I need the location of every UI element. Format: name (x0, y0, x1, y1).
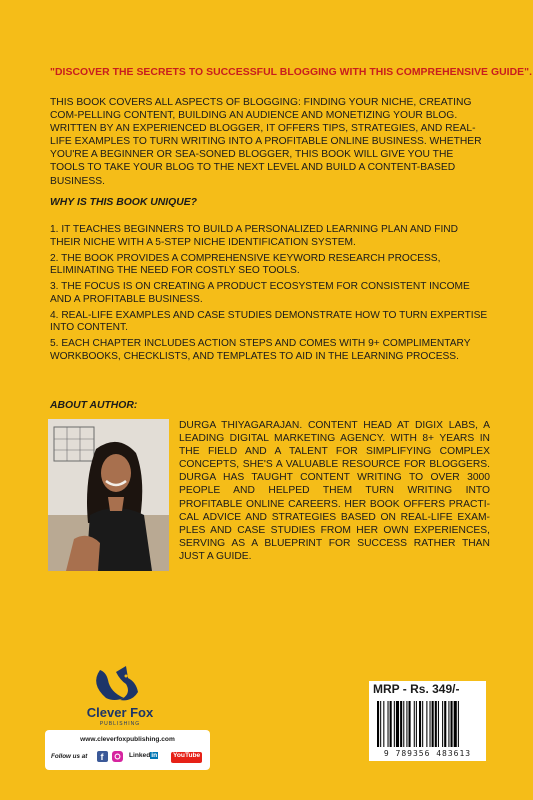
list-item: 5. EACH CHAPTER INCLUDES ACTION STEPS AND COMES WITH 9+ COMPLIMENTARY WORKBOOKS, CHECKLISTS, AND TEMPLATES TO AID IN THE LEARNING PROCESS. (50, 338, 471, 362)
linkedin-text: Linked (129, 752, 151, 759)
publisher-sub: PUBLISHING (99, 721, 141, 727)
contact-box (45, 730, 210, 770)
list-item: 1. IT TEACHES BEGINNERS TO BUILD A PERSONALIZED LEARNING PLAN AND FIND THEIR NICHE WITH A 5-STEP NICHE IDENTIFICATION SYSTEM. (50, 224, 458, 248)
youtube-icon[interactable]: YouTube (171, 752, 202, 763)
follow-label: Follow us at (51, 753, 88, 760)
tagline: "DISCOVER THE SECRETS TO SUCCESSFUL BLOGGING WITH THIS COMPREHENSIVE GUIDE". (50, 67, 533, 78)
list-item: 4. REAL-LIFE EXAMPLES AND CASE STUDIES DEMONSTRATE HOW TO TURN EXPERTISE INTO CONTENT. (50, 309, 488, 333)
author-bio: DURGA THIYAGARAJAN. CONTENT HEAD AT DIGIX LABS, A LEADING DIGITAL MARKETING AGENCY. WITH 8+ YEARS IN THE FIELD AND A TALENT FOR SIMPLIFYING COMPLEX CONCEPTS, SHE'S A VALUABLE RESOURCE FOR BLOGGERS. DURGA HAS TAUGHT CONTENT WRITING TO OVER 3000 PEOPLE AND HELPED THEM TURN WRITING INTO PROFITABLE ONLINE CAREERS. HER BOOK OFFERS PRACTI-CAL ADVICE AND STRATEGIES BASED ON REAL-LIFE EXAM-PLES AND CASE STUDIES FROM HER OWN EXPERIENCES, SERVING AS A BLUEPRINT FOR SUCCESS RATHER THAN JUST A GUIDE. (179, 420, 490, 562)
facebook-icon[interactable] (97, 751, 108, 762)
linkedin-in-text: in (151, 752, 158, 759)
publisher-name: Clever Fox (86, 705, 154, 720)
website-link[interactable]: www.cleverfoxpublishing.com (80, 736, 175, 743)
why-heading: WHY IS THIS BOOK UNIQUE? (50, 197, 198, 208)
instagram-icon[interactable] (112, 751, 123, 762)
price-label: MRP - Rs. 349/- (369, 681, 486, 697)
list-item: 2. THE BOOK PROVIDES A COMPREHENSIVE KEYWORD RESEARCH PROCESS, ELIMINATING THE NEED FOR COSTLY SEO TOOLS. (50, 252, 441, 276)
author-photo (48, 419, 169, 571)
book-description: THIS BOOK COVERS ALL ASPECTS OF BLOGGING: FINDING YOUR NICHE, CREATING COM-PELLING CONTENT, BUILDING AN AUDIENCE AND MONETIZING YOUR BLOG. WRITTEN BY AN EXPERIENCED BLOGGER, IT OFFERS TIPS, STRATEGIES, AND REAL-LIFE EXAMPLES TO TURN WRITING INTO A PROFITABLE ONLINE BUSINESS. WHETHER YOU'RE A BEGINNER OR SEA-SONED BLOGGER, THIS BOOK WILL GIVE YOU THE TOOLS TO TAKE YOUR BLOG TO THE NEXT LEVEL AND BUILD A CONTENT-BASED BUSINESS. (50, 97, 482, 187)
unique-points-list (50, 224, 490, 367)
isbn-barcode (369, 697, 486, 761)
list-item: 3. THE FOCUS IS ON CREATING A PRODUCT ECOSYSTEM FOR CONSISTENT INCOME AND A PROFITABLE BUSINESS. (50, 281, 470, 305)
linkedin-icon[interactable] (129, 752, 158, 763)
isbn-number: 9 789356 483613 (383, 749, 472, 758)
svg-text:f: f (100, 752, 104, 762)
about-heading: ABOUT AUTHOR: (50, 400, 138, 411)
